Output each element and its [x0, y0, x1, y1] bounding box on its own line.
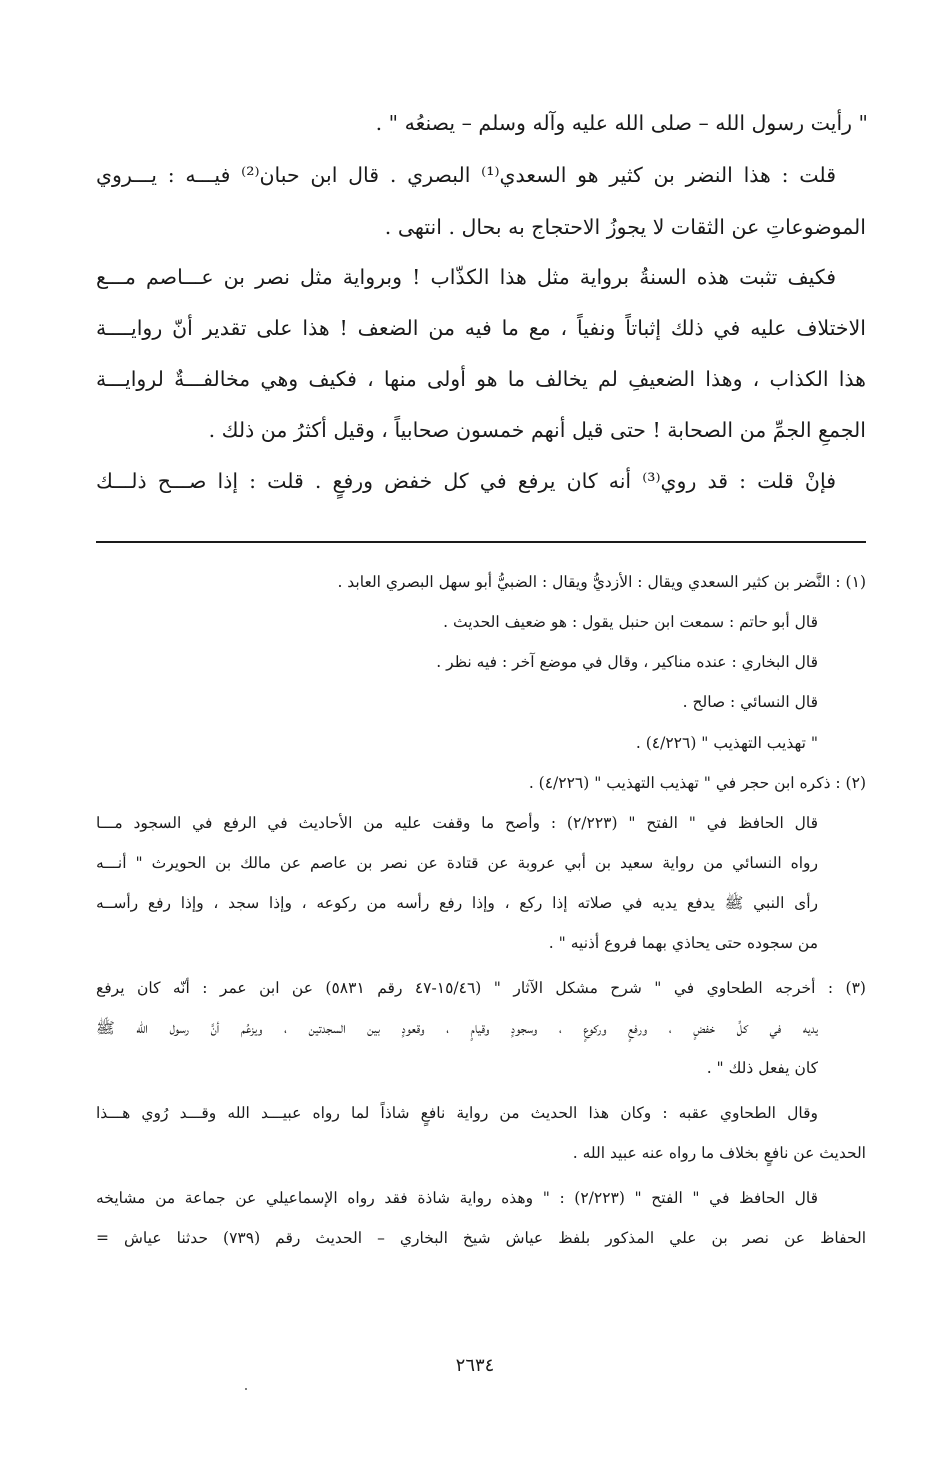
- footnote-line: (٢) : ذكره ابن حجر في " تهذيب التهذيب " (٤/٢٢٦) .: [528, 774, 866, 792]
- footnote-line: الحفاظ عن نصر بن علي المذكور بلفظ عياش شيخ البخاري – الحديث رقم (٧٣٩) حدثنا عياش =: [96, 1229, 866, 1247]
- footnote-line: " تهذيب التهذيب " (٤/٢٢٦) .: [635, 734, 818, 752]
- footnote-line: من سجوده حتى يحاذي بهما فروع أذنيه " .: [548, 934, 818, 952]
- footnote-line: كان يفعل ذلك " .: [706, 1059, 818, 1077]
- footnote-line: (١) : النَّضر بن كثير السعدي ويقال : الأزديُّ ويقال : الضبيُّ أبو سهل البصري العابد .: [337, 573, 866, 591]
- footnote-line: قال أبو حاتم : سمعت ابن حنبل يقول : هو ضعيف الحديث .: [443, 613, 818, 631]
- footnote-line: قال البخاري : عنده مناكير ، وقال في موضع آخر : فيه نظر .: [436, 653, 818, 671]
- footnote-line: رأى النبي ﷺ يدفع يديه في صلاته إذا ركع ، وإذا رفع رأسه من ركوعه ، وإذا سجد ، وإذا رفع رأســه: [96, 894, 818, 912]
- footnote-line: قال النسائي : صالح .: [682, 693, 818, 711]
- page-number: ٢٦٣٤: [455, 1355, 495, 1376]
- footnote-line: الحديث عن نافعٍ بخلاف ما رواه عنه عبيد الله .: [572, 1144, 866, 1162]
- footnote-line: (٣) : أخرجه الطحاوي في " شرح مشكل الآثار " (١٥/٤٦-٤٧ رقم ٥٨٣١) عن ابن عمر : أنّه كان يرفع: [96, 979, 866, 997]
- main-text-line: الموضوعاتِ عن الثقات لا يجوزُ الاحتجاج به بحال . انتهى .: [384, 215, 866, 239]
- main-text-line: فإنْ قلت : قد روي⁽³⁾ أنه كان يرفع في كل خفض ورفعٍ . قلت : إذا صـــح ذلـــك: [96, 469, 836, 493]
- footnote-line: رواه النسائي من رواية سعيد بن أبي عروبة عن قتادة عن نصر بن عاصم عن مالك بن الحويرث " أنـــه: [96, 854, 818, 872]
- main-text-line: الاختلاف عليه في ذلك إثباتاً ونفياً ، مع ما فيه من الضعف ! هذا على تقدير أنّ روايــــة: [96, 316, 866, 340]
- main-text-line: " رأيت رسول الله – صلى الله عليه وآله وسلم – يصنعُه " .: [375, 111, 868, 135]
- main-text-line: الجمعِ الجمِّ من الصحابة ! حتى قيل أنهم خمسون صحابياً ، وقيل أكثرُ من ذلك .: [208, 418, 866, 442]
- main-text-line: قلت : هذا النضر بن كثير هو السعدي⁽¹⁾ البصري . قال ابن حبان⁽²⁾ فيـــه : يـــروي: [96, 163, 836, 187]
- footnote-line: يديه في كلِّ خفضٍ ، ورفعٍ وركوعٍ ، وسجودٍ وقيامٍ ، وقعودٍ بين السجدتين ، ويزعُم أنَّ رسول الله ﷺ: [96, 1019, 818, 1037]
- scan-speck: [245, 1388, 247, 1390]
- main-text-line: هذا الكذاب ، وهذا الضعيفِ لم يخالف ما هو أولى منها ، فكيف وهي مخالفـــةٌ لروايـــة: [96, 367, 866, 391]
- footnote-line: قال الحافظ في " الفتح " (٢/٢٢٣) : " وهذه رواية شاذة فقد رواه الإسماعيلي عن جماعة من مشايخه: [96, 1189, 818, 1207]
- footnote-line: قال الحافظ في " الفتح " (٢/٢٢٣) : وأصح ما وقفت عليه من الأحاديث في الرفع في السجود مـــا: [96, 814, 818, 832]
- footnote-line: وقال الطحاوي عقبه : وكان هذا الحديث من رواية نافعٍ شاذاً لما رواه عبيـــد الله وقـــد رُوي هـــذا: [96, 1104, 818, 1122]
- footnote-separator: [96, 541, 866, 543]
- main-text-line: فكيف تثبت هذه السنةُ برواية مثل هذا الكذّاب ! وبرواية مثل نصر بن عـــاصم مـــع: [96, 265, 836, 289]
